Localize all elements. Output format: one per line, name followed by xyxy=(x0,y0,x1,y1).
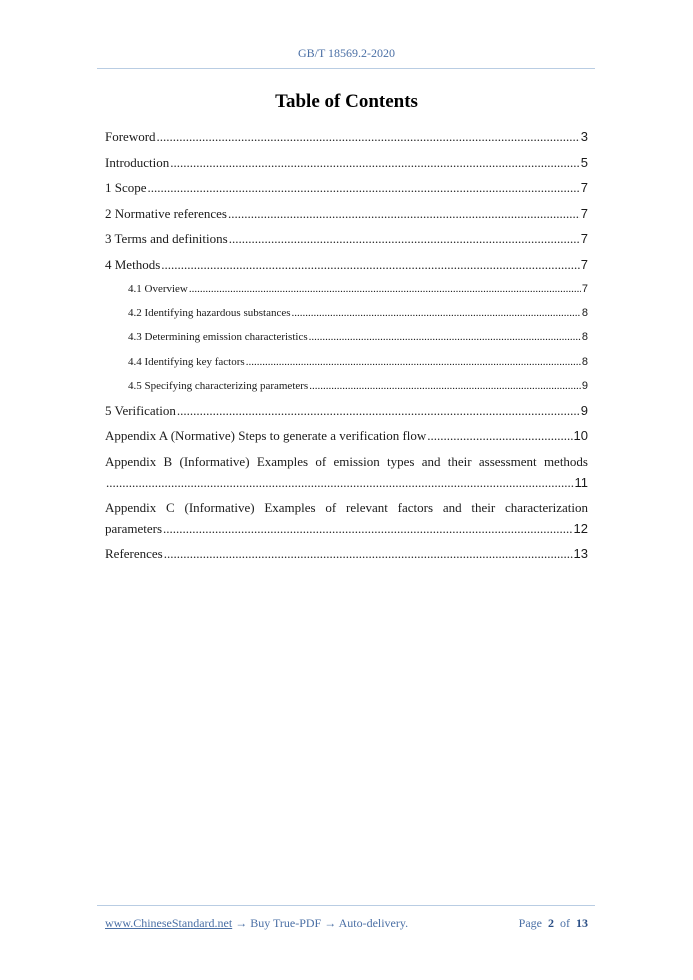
toc-leader-dots xyxy=(157,124,580,150)
of-label: of xyxy=(560,916,570,930)
toc-entry-introduction[interactable] xyxy=(105,150,588,176)
toc-leader-dots xyxy=(163,518,573,539)
toc-entry-title: 5 Verification xyxy=(105,402,176,418)
toc-entry-title: 3 Terms and definitions xyxy=(105,231,228,246)
toc-leader-dots xyxy=(164,541,573,567)
toc-leader-dots xyxy=(170,150,580,176)
toc-entry-references[interactable] xyxy=(105,541,588,567)
toc-page-number: 9 xyxy=(580,402,588,418)
current-page-number: 2 xyxy=(548,916,554,930)
toc-page-number: 7 xyxy=(580,180,588,195)
toc-page-number: 12 xyxy=(573,520,588,536)
toc-entry-continuation xyxy=(105,472,588,493)
toc-entry-methods[interactable] xyxy=(105,252,588,278)
toc-page-number: 3 xyxy=(580,129,588,144)
page-label: Page xyxy=(518,916,542,930)
toc-entry-title: 2 Normative references xyxy=(105,205,227,221)
header-divider xyxy=(97,68,595,69)
total-pages-number: 13 xyxy=(576,916,588,930)
toc-page-number: 5 xyxy=(580,154,588,170)
toc-entry-title: Appendix B (Informative) Examples of emission types and their assessment methods xyxy=(105,453,588,469)
toc-entry-scope[interactable] xyxy=(105,175,588,201)
toc-entry-title: Appendix A (Normative) Steps to generate a verification flow xyxy=(105,428,427,444)
toc-subentry-hazardous-substances[interactable] xyxy=(105,301,588,325)
toc-entry-title: 4.1 Overview xyxy=(128,283,188,295)
toc-entry-title: 4.3 Determining emission characteristics xyxy=(128,331,308,344)
toc-leader-dots xyxy=(228,201,580,227)
toc-entry-title: 1 Scope xyxy=(105,180,147,195)
toc-page-number: 8 xyxy=(581,331,588,344)
toc-entry-terms-definitions[interactable] xyxy=(105,226,588,252)
footer-promo-text: → Buy True-PDF → Auto-delivery. xyxy=(232,916,409,930)
table-of-contents xyxy=(105,124,588,566)
toc-leader-dots xyxy=(427,423,572,449)
toc-leader-dots xyxy=(177,398,580,424)
toc-leader-dots xyxy=(246,350,581,374)
toc-leader-dots xyxy=(292,301,581,325)
toc-leader-dots xyxy=(189,277,581,301)
toc-entry-appendix-b[interactable] xyxy=(105,449,588,495)
website-link[interactable]: www.ChineseStandard.net xyxy=(105,916,233,930)
document-id-header: GB/T 18569.2-2020 xyxy=(297,46,396,60)
toc-entry-title: 4 Methods xyxy=(105,256,161,272)
toc-leader-dots xyxy=(309,325,581,349)
toc-page-number: 10 xyxy=(573,428,588,444)
toc-page-number: 7 xyxy=(581,283,588,295)
toc-page-number: 11 xyxy=(574,474,588,490)
toc-page-number: 7 xyxy=(580,256,588,272)
toc-entry-continuation xyxy=(105,518,588,539)
toc-entry-verification[interactable] xyxy=(105,398,588,424)
toc-subentry-characterizing-parameters[interactable] xyxy=(105,374,588,398)
toc-entry-foreword[interactable] xyxy=(105,124,588,150)
toc-leader-dots xyxy=(148,175,580,201)
page-footer xyxy=(105,916,588,931)
toc-page-number: 7 xyxy=(580,205,588,221)
toc-subentry-overview[interactable] xyxy=(105,277,588,301)
toc-entry-title: 4.2 Identifying hazardous substances xyxy=(128,307,291,320)
toc-entry-title: Introduction xyxy=(105,154,170,170)
page-title: Table of Contents xyxy=(275,91,418,112)
toc-entry-appendix-a[interactable] xyxy=(105,423,588,449)
toc-entry-title: Foreword xyxy=(105,129,156,144)
toc-entry-appendix-c[interactable] xyxy=(105,495,588,541)
toc-page-number: 9 xyxy=(581,379,588,392)
toc-leader-dots xyxy=(106,472,574,493)
toc-page-number: 13 xyxy=(573,545,588,561)
toc-leader-dots xyxy=(229,226,580,252)
page-indicator xyxy=(519,916,588,931)
toc-page-number: 8 xyxy=(581,307,588,320)
footer-promo xyxy=(105,916,408,931)
toc-page-number: 8 xyxy=(581,355,588,368)
toc-entry-title: 4.4 Identifying key factors xyxy=(128,355,245,368)
toc-leader-dots xyxy=(309,374,581,398)
footer-divider xyxy=(97,905,595,906)
toc-entry-title: 4.5 Specifying characterizing parameters xyxy=(128,379,309,392)
toc-entry-title: Appendix C (Informative) Examples of relevant factors and their characterization xyxy=(105,499,588,515)
toc-page-number: 7 xyxy=(580,231,588,246)
toc-entry-title-cont: parameters xyxy=(105,520,163,536)
toc-entry-title: References xyxy=(105,545,163,561)
toc-entry-normative-references[interactable] xyxy=(105,201,588,227)
toc-leader-dots xyxy=(161,252,580,278)
toc-subentry-key-factors[interactable] xyxy=(105,350,588,374)
toc-subentry-emission-characteristics[interactable] xyxy=(105,325,588,349)
